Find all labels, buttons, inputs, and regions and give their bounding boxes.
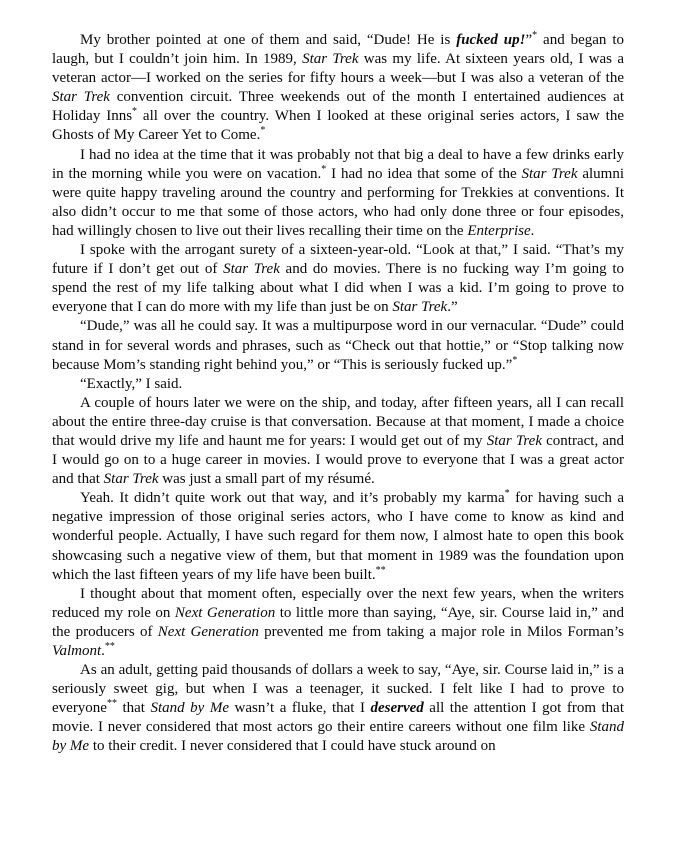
text-run: .	[101, 643, 105, 659]
page-text	[52, 31, 624, 757]
text-run: was just a small part of my résumé.	[158, 471, 375, 488]
footnote-marker: *	[504, 488, 510, 500]
text-run: Next Generation	[174, 604, 276, 621]
text-run: that	[116, 700, 151, 717]
text-run: Star Trek	[52, 89, 110, 106]
text-run: I spoke with the arrogant surety of a sixteen-year-old. “Look at that,” I said. “That’s my future if I don’t get out of	[52, 242, 624, 278]
text-run: all the attention I got from that movie. I never considered that most actors go their entire careers without one film like	[52, 700, 624, 736]
text-run: Star Trek	[223, 261, 280, 278]
paragraph	[52, 375, 624, 394]
text-run: ”	[525, 32, 533, 48]
footnote-marker: *	[532, 30, 538, 41]
footnote-marker: **	[106, 698, 117, 710]
text-run: Next Generation	[157, 623, 259, 640]
text-run: deserved	[370, 700, 424, 717]
text-run: I had no idea at the time that it was probably not that big a deal to have a few drinks early in the morning while you were on vacation.	[52, 146, 624, 182]
paragraph	[52, 585, 624, 661]
text-run: and began to laugh, but I couldn’t join him. In 1989,	[52, 32, 625, 68]
footnote-marker: *	[512, 354, 518, 366]
text-run: “Dude,” was all he could say. It was a multipurpose word in our vernacular. “Dude” could stand in for several words and phrases, such as “Check out that hottie,” or “Stop talking now because Mom’s standing right behind you,” or “This is seriously fucked up.”	[52, 318, 624, 373]
footnote-marker: **	[104, 641, 115, 652]
text-run: Star Trek	[392, 299, 448, 316]
text-run: Star Trek	[103, 471, 159, 488]
footnote-marker: **	[375, 564, 386, 576]
text-run: was my life. At sixteen years old, I was a veteran actor—I worked on the series for fifty hours a week—but I was also a veteran of the	[52, 51, 624, 87]
text-run: Star Trek	[302, 51, 359, 68]
paragraph	[52, 661, 624, 756]
paragraph	[52, 146, 624, 241]
paragraph	[52, 31, 624, 146]
text-run: A couple of hours later we were on the ship, and today, after fifteen years, all I can recall about the entire three-day cruise is that conversation. Because at that moment, I made a choice that would drive my life and haunt me for years: I would get out of my	[52, 394, 624, 449]
footnote-marker: *	[260, 125, 266, 137]
text-run: convention circuit. Three weekends out of the month I entertained audiences at Holiday Inns	[52, 89, 624, 125]
text-run: to little more than saying, “Aye, sir. Course laid in,” and the producers of	[52, 604, 625, 640]
text-run: alumni were quite happy traveling around the country and performing for Trekkies at conventions. It also didn’t occur to me that some of those actors, who had only done three or four episodes, had willingly chosen to live out their lives recalling their time on the	[52, 165, 624, 239]
text-run: prevented me from taking a major role in Milos Forman’s	[258, 623, 625, 640]
text-run: for having such a negative impression of those original series actors, who I have come to know as kind and wonderful people. Actually, I have such regard for them now, I almost hate to open this book showcasing such a negative view of them, but that moment in 1989 was the foundation upon which the last fifteen years of my life have been built.	[52, 490, 625, 583]
text-run: and do movies. There is no fucking way I’m going to spend the rest of my life talking about what I did when I was a kid. I’m going to prove to everyone that I can do more with my life than just be on	[52, 261, 624, 316]
paragraph	[52, 489, 624, 584]
text-run: Enterprise	[467, 222, 531, 239]
footnote-marker: *	[132, 106, 138, 118]
text-run: “Exactly,” I said.	[80, 375, 183, 392]
text-run: .”	[447, 299, 458, 316]
text-run: I had no idea that some of the	[326, 165, 522, 182]
text-run: contract, and I would go on to a huge career in movies. I would prove to everyone that I was a great actor and that	[52, 432, 625, 488]
paragraph	[52, 394, 624, 489]
text-run: I thought about that moment often, especially over the next few years, when the writers reduced my role on	[52, 585, 624, 621]
text-run: Star Trek	[521, 165, 578, 182]
text-run: all over the country. When I looked at these original series actors, I saw the Ghosts of My Career Yet to Come.	[52, 108, 624, 144]
footnote-marker: *	[321, 163, 327, 175]
paragraph	[52, 241, 624, 317]
text-run: to their credit. I never considered that I could have stuck around on	[89, 738, 496, 755]
text-run: wasn’t a fluke, that I	[228, 700, 371, 717]
text-run: Star Trek	[486, 432, 542, 449]
text-run: Yeah. It didn’t quite work out that way, and it’s probably my karma	[80, 490, 505, 507]
text-run: fucked up!	[456, 32, 526, 48]
text-run: .	[530, 222, 535, 239]
text-run: Stand by Me	[52, 719, 624, 755]
text-run: My brother pointed at one of them and said, “Dude! He is	[80, 32, 457, 48]
paragraph	[52, 317, 624, 374]
text-run: Stand by Me	[150, 700, 229, 717]
text-run: Valmont	[52, 643, 102, 659]
text-run: As an adult, getting paid thousands of dollars a week to say, “Aye, sir. Course laid in,” is a seriously sweet gig, but when I was a teenager, it sucked. I felt like I had to prove to everyone	[52, 662, 624, 717]
